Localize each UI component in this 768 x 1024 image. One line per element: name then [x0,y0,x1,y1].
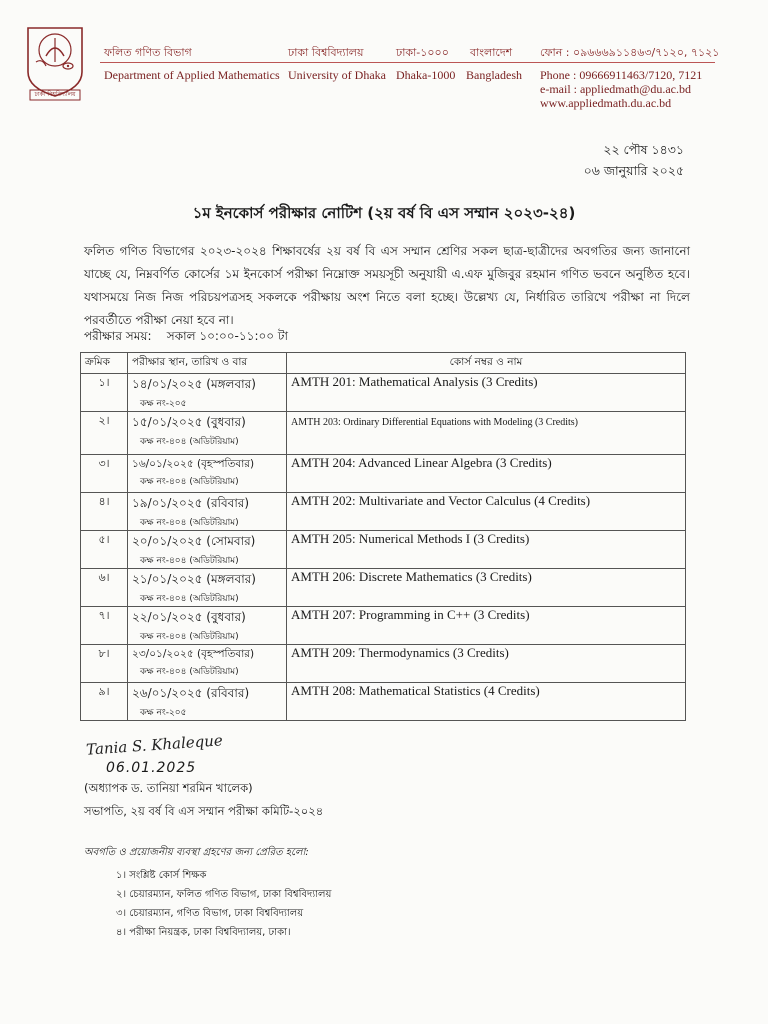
table-row [81,607,686,645]
cc-list [116,866,331,942]
row-room: কক্ষ নং-২০৫ [140,399,187,409]
row-date: ২৩/০১/২০২৫ (বৃহস্পতিবার) [132,648,255,660]
row-date-venue [128,683,287,721]
signatory-designation: সভাপতি, ২য় বর্ষ বি এস সম্মান পরীক্ষা কমিটি-২০২৪ [84,804,324,818]
header-country-en: Bangladesh [466,68,522,82]
header-city-bn: ঢাকা-১০০০ [396,46,449,59]
row-date-venue [128,455,287,493]
header-phone-bn: ফোন : ০৯৬৬৬৯১১৪৬৩/৭১২০, ৭১২১ [540,46,720,59]
row-date: ২০/০১/২০২৫ (সোমবার) [132,534,256,548]
list-item: ১। সংশ্লিষ্ট কোর্স শিক্ষক [116,870,207,881]
table-row [81,455,686,493]
row-course: AMTH 209: Thermodynamics (3 Credits) [287,645,686,683]
header-course: কোর্স নম্বর ও নাম [287,353,686,374]
cc-heading: অবগতি ও প্রয়োজনীয় ব্যবস্থা গ্রহণের জন্য প্রেরিত হলো: [84,847,309,858]
date-gregorian: ০৬ জানুয়ারি ২০২৫ [583,163,684,178]
row-serial: ৩। [81,455,128,493]
row-date: ২১/০১/২০২৫ (মঙ্গলবার) [132,572,256,586]
date-bangla: ২২ পৌষ ১৪৩১ [603,142,684,157]
row-date-venue [128,493,287,531]
list-item: ২। চেয়ারম্যান, ফলিত গণিত বিভাগ, ঢাকা বিশ্ববিদ্যালয় [116,889,332,900]
header-country-bn: বাংলাদেশ [470,46,513,59]
row-room: কক্ষ নং-২০৫ [140,708,187,718]
row-serial: ৪। [81,493,128,531]
header-email[interactable]: e-mail : appliedmath@du.ac.bd [540,82,692,96]
row-date-venue [128,569,287,607]
logo-caption: ঢাকা বিশ্ববিদ্যালয় [34,91,76,98]
row-date-venue [128,607,287,645]
row-serial: ১। [81,374,128,412]
signature-date: 06.01.2025 [106,760,197,776]
row-room: কক্ষ নং-৪০৪ (অডিটরিয়াম) [140,667,239,677]
row-course: AMTH 207: Programming in C++ (3 Credits) [287,607,686,645]
header-univ-bn: ঢাকা বিশ্ববিদ্যালয় [288,46,364,59]
exam-schedule-table [80,352,686,721]
row-room: কক্ষ নং-৪০৪ (অডিটরিয়াম) [140,518,239,528]
row-course: AMTH 206: Discrete Mathematics (3 Credits) [287,569,686,607]
row-course: AMTH 203: Ordinary Differential Equations with Modeling (3 Credits) [287,412,686,455]
row-date-venue [128,645,287,683]
row-date: ১৫/০১/২০২৫ (বুধবার) [132,415,246,429]
row-date-venue [128,412,287,455]
row-course: AMTH 204: Advanced Linear Algebra (3 Credits) [287,455,686,493]
table-row [81,493,686,531]
table-row [81,683,686,721]
exam-time-line [84,328,288,348]
row-serial: ৮। [81,645,128,683]
row-date-venue [128,374,287,412]
header-website[interactable]: www.appliedmath.du.ac.bd [540,96,672,110]
row-date: ১৯/০১/২০২৫ (রবিবার) [132,496,250,510]
row-room: কক্ষ নং-৪০৪ (অডিটরিয়াম) [140,556,239,566]
university-logo [22,22,88,104]
row-course: AMTH 205: Numerical Methods I (3 Credits) [287,531,686,569]
list-item: ৪। পরীক্ষা নিয়ন্ত্রক, ঢাকা বিশ্ববিদ্যালয়, ঢাকা। [116,927,291,938]
header-phone-en: Phone : 09666911463/7120, 7121 [540,68,703,82]
header-city-en: Dhaka-1000 [396,68,456,82]
row-room: কক্ষ নং-৪০৪ (অডিটরিয়াম) [140,632,239,642]
row-serial: ৬। [81,569,128,607]
exam-time-label: পরীক্ষার সময়: [84,329,152,343]
notice-body: ফলিত গণিত বিভাগের ২০২৩-২০২৪ শিক্ষাবর্ষের ২য় বর্ষ বি এস সম্মান শ্রেণির সকল ছাত্র-ছাত্রীদের অবগতির জন্য জানানো যাচ্ছে যে, নিম্নবর্ণিত কোর্সের ১ম ইনকোর্স পরীক্ষা নিম্নোক্ত সময়সূচী অনুযায়ী এ.এফ মুজিবুর রহমান গণিত ভবনে অনুষ্ঠিত হবে। যথাসময়ে নিজ নিজ পরিচয়পত্রসহ সকলকে পরীক্ষায় অংশ নিতে বলা হচ্ছে। উল্লেখ্য যে, নির্ধারিত তারিখে পরীক্ষা না দিলে পরবর্তীতে পরীক্ষা নেয়া হবে না। [84,244,690,327]
notice-title: ১ম ইনকোর্স পরীক্ষার নোটিশ (২য় বর্ষ বি এস সম্মান ২০২৩-২৪) [192,204,576,222]
header-dept-en: Department of Applied Mathematics [104,68,280,82]
row-room: কক্ষ নং-৪০৪ (অডিটরিয়াম) [140,594,239,604]
row-course: AMTH 208: Mathematical Statistics (4 Credits) [287,683,686,721]
row-serial: ৭। [81,607,128,645]
row-serial: ৫। [81,531,128,569]
row-room: কক্ষ নং-৪০৪ (অডিটরিয়াম) [140,477,239,487]
row-date-venue [128,531,287,569]
signatory-name: (অধ্যাপক ড. তানিয়া শরমিন খালেক) [84,781,253,795]
table-row [81,645,686,683]
row-date: ২২/০১/২০২৫ (বুধবার) [132,610,246,624]
header-rule [100,62,715,63]
table-header-row [81,353,686,374]
exam-time-value: সকাল ১০:০০-১১:০০ টা [166,329,288,343]
table-row [81,374,686,412]
list-item: ৩। চেয়ারম্যান, গণিত বিভাগ, ঢাকা বিশ্ববিদ্যালয় [116,908,304,919]
header-univ-en: University of Dhaka [288,68,386,82]
table-row [81,569,686,607]
header-contact [540,68,702,110]
header-dept-bn: ফলিত গণিত বিভাগ [104,46,192,59]
header-venue-date: পরীক্ষার স্থান, তারিখ ও বার [128,353,287,374]
table-row [81,531,686,569]
row-course: AMTH 202: Multivariate and Vector Calculus (4 Credits) [287,493,686,531]
row-serial: ২। [81,412,128,455]
row-room: কক্ষ নং-৪০৪ (অডিটরিয়াম) [140,437,239,447]
table-row [81,412,686,455]
row-serial: ৯। [81,683,128,721]
header-serial: ক্রমিক [81,353,128,374]
row-course: AMTH 201: Mathematical Analysis (3 Credits) [287,374,686,412]
row-date: ২৬/০১/২০২৫ (রবিবার) [132,686,250,700]
row-date: ১৬/০১/২০২৫ (বৃহস্পতিবার) [132,458,255,470]
handwritten-signature: Tania S. Khaleque [85,731,224,759]
row-date: ১৪/০১/২০২৫ (মঙ্গলবার) [132,377,256,391]
